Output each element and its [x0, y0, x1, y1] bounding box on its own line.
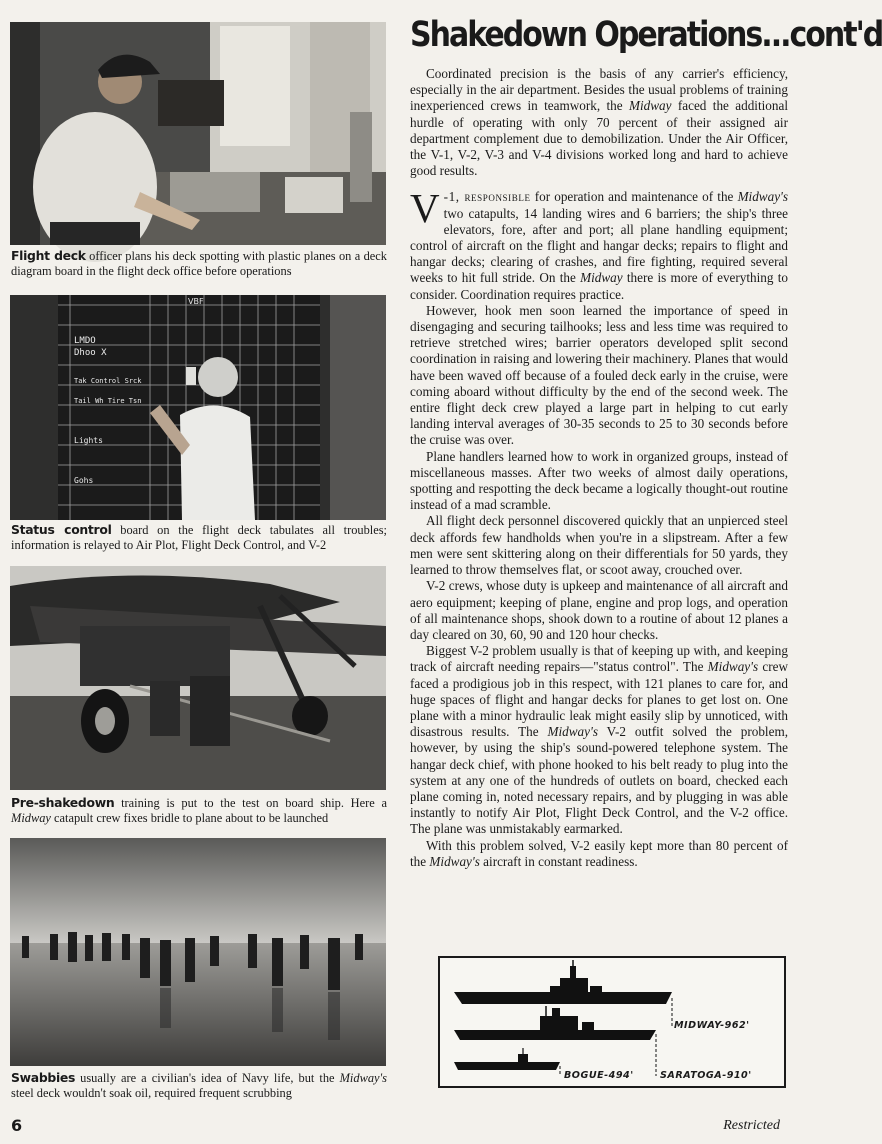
text-run: two catapults, 14 landing wires and 6 barriers; the ship's three elevators, fore, after and port; all plane handling equipment; control of aircraft on the flight and hangar decks; repairs to flight and hangar decks; clearing of crashes, and fire fighting, required several weeks to hit full stride. On the [410, 205, 788, 286]
text-run: faced the additional hurdle of operating with only 70 percent of their assigned air department complement due to demobilization. Under the Air Officer, the V-1, V-2, V-3 and V-4 divisions worked long and hard to achieve good results. [410, 98, 788, 179]
text-run: for operation and maintenance of the [530, 189, 738, 205]
text-run: V-2 outfit solved the problem, however, by using the ship's sound-powered telephone system. The hangar deck chief, with phone hooked to his belt ready to plug into the system at any one of the hundreds of outlets on board, checked each plane coming in, noted necessary repairs, and by plugging in was able instantly to notify Air Plot, Flight Deck Control, and the V-2 office. The plane was unmistakably earmarked. [410, 724, 788, 837]
caption-text: board on the flight deck tabulates all troubles; information is relayed to Air Plot, Flight Deck Control, and V-2 [11, 523, 387, 553]
ship-comparison-diagram [438, 956, 786, 1088]
photo-flight-deck-office [10, 22, 386, 245]
swabbies-image [10, 838, 386, 1066]
board-entry: Lights [74, 436, 103, 445]
caption-lead: Flight deck [11, 248, 86, 263]
bogue-silhouette [454, 1048, 560, 1070]
text-run: aircraft in constant readiness. [479, 853, 638, 869]
paragraph-v1 [410, 185, 789, 302]
text-run: crew faced a prodigious job in this respect, with 121 planes to care for, and huge spaces of flight and hangar decks for planes to get lost on. One plane with a minor hydraulic leak might easily slip by unnoticed, with disastrous results. The [410, 659, 788, 740]
paragraph-readiness [410, 838, 788, 870]
ship-name: Midway's [547, 724, 598, 740]
page-number: 6 [11, 1116, 23, 1135]
ship-name: Midway's [429, 853, 480, 869]
board-header: VBF [188, 297, 204, 306]
ship-name: Midway [580, 270, 623, 286]
article-body [410, 66, 788, 870]
caption-text: officer plans his deck spotting with plastic planes on a deck diagram board in the flight deck office before operations [11, 249, 387, 279]
text-run: there is more of everything to consider. Coordination requires practice. [410, 270, 788, 302]
board-entry: Tak Control Srck [74, 377, 142, 385]
caption-text: steel deck wouldn't soak oil, required frequent scrubbing [11, 1086, 292, 1101]
paragraph-intro [410, 66, 788, 179]
ship-name: Midway's [737, 189, 789, 205]
caption-text: catapult crew fixes bridle to plane about to be launched [50, 811, 329, 826]
paragraph-hook-men: However, hook men soon learned the importance of speed in disengaging and securing tailhooks; less and less time was required to retrieve stretched wires; barrier operators developed split second coordination in raising and lowering their machinery. Planes that would have been waved off because of a fouled deck early in the cruise, were coming aboard without difficulty by the end of the second week. The entire flight deck crew played a large part in helping to cut early landing interval averages of 30-35 seconds to 25 to 30 seconds before the cruise was over. [410, 302, 788, 448]
caption-text: usually are a civilian's idea of Navy life, but the [75, 1071, 340, 1085]
paragraph-flight-deck-personnel: All flight deck personnel discovered quickly that an unpierced steel deck affords few handholds when you're in a slipstream. After a few men were sent skittering along on their differentials for 50 yards, they learned to throw themselves flat, or scoot away, crouched over. [410, 513, 788, 578]
flight-deck-office-image [10, 22, 386, 245]
board-entry: Gohs [74, 476, 94, 485]
caption-lead: Pre-shakedown [11, 795, 115, 810]
midway-length-label: MIDWAY-962' [674, 1020, 750, 1031]
restricted-marking: Restricted [723, 1118, 780, 1133]
page-title: Shakedown Operations...cont'd [410, 15, 882, 55]
bogue-length-label: BOGUE-494' [564, 1070, 634, 1081]
caption-pre-shakedown [11, 795, 387, 827]
board-entry: Tail Wh Tire Tsn [74, 397, 142, 405]
status-board-image [10, 295, 386, 520]
ship-name: Midway's [707, 659, 759, 675]
photo-swabbies [10, 838, 386, 1066]
paragraph-v2-crews: V-2 crews, whose duty is upkeep and maintenance of all aircraft and aero equipment; keeping of plane, engine and prop logs, and operation of all maintenance shops, shook down to a routine of about 12 planes a day cleared on 30, 60, 90 and 120 hour checks. [410, 578, 788, 642]
caption-text: training is put to the test on board ship. Here a [114, 796, 387, 810]
saratoga-silhouette [454, 1006, 656, 1040]
caption-lead: Status control [11, 522, 112, 537]
caption-swabbies [11, 1070, 387, 1102]
caption-lead: Swabbies [11, 1070, 76, 1085]
small-caps-run: -1, responsible [443, 189, 531, 205]
ship-name: Midway [628, 98, 672, 114]
board-entry: LMDO [74, 336, 96, 346]
photo-catapult-crew [10, 566, 386, 790]
saratoga-length-label: SARATOGA-910' [660, 1070, 752, 1081]
caption-italic: Midway [11, 811, 51, 826]
caption-italic: Midway's [339, 1071, 387, 1085]
caption-flight-deck [11, 248, 387, 280]
photo-status-board [10, 295, 386, 520]
text-run: Coordinated precision is the basis of any carrier's efficiency, especially in the air department. Besides the usual problems of training inexperienced crews in teamwork, the [410, 66, 788, 114]
drop-cap: V [410, 185, 440, 232]
catapult-crew-image [10, 566, 386, 790]
midway-silhouette [454, 960, 672, 1004]
text-run: With this problem solved, V-2 easily kept more than 80 percent of the [410, 837, 788, 869]
paragraph-status-control [410, 643, 788, 837]
text-run: Biggest V-2 problem usually is that of keeping up with, and keeping track of aircraft needing repairs—"status control". The [410, 643, 788, 675]
caption-status-control [11, 522, 387, 554]
board-entry: Dhoo X [74, 348, 107, 358]
paragraph-plane-handlers: Plane handlers learned how to work in organized groups, instead of miscellaneous masses. After two weeks of almost daily operations, spotting and respotting the deck became a logically thought-out routine instead of a mad scramble. [410, 448, 788, 513]
